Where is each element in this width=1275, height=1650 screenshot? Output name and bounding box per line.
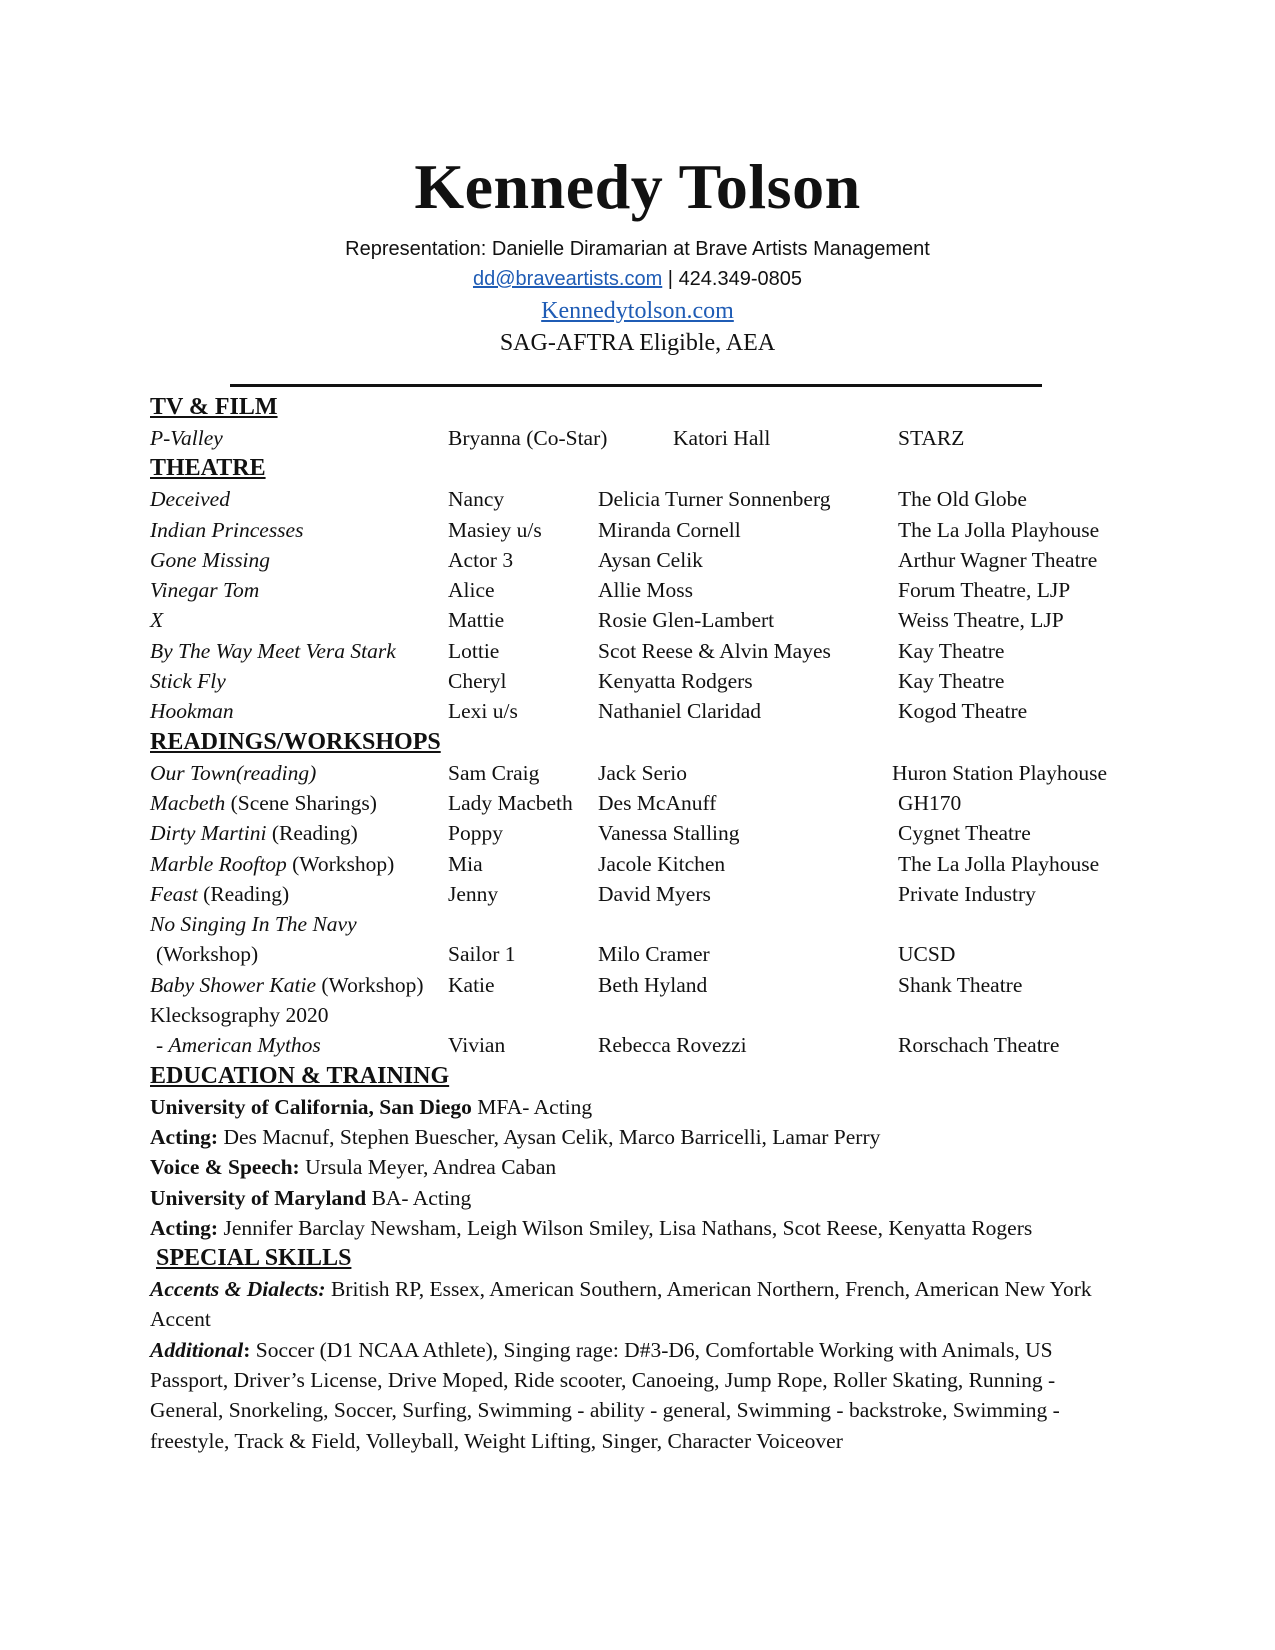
credit-role: Alice [448,578,495,603]
credit-row [150,484,1130,514]
credit-venue: Shank Theatre [898,972,1023,997]
credit-project: Our Town [150,760,236,785]
education-entry [150,1092,592,1122]
education-entry [150,1122,880,1152]
credit-director: David Myers [598,881,711,906]
credit-venue: Forum Theatre, LJP [898,578,1071,603]
credit-note: (Scene Sharings) [225,790,377,815]
credit-director: Jack Serio [598,760,687,785]
credit-row [150,515,1130,545]
credit-venue: STARZ [898,426,965,450]
education-text: Jennifer Barclay Newsham, Leigh Wilson Smiley, Lisa Nathans, Scot Reese, Kenyatta Rogers [218,1215,1033,1240]
education-line [150,1183,1130,1213]
credit-row [150,666,1130,696]
credit-role: Lady Macbeth [448,790,573,815]
credit-row [150,545,1130,575]
credit-project-cell [150,818,358,848]
credit-row [150,1030,1130,1060]
credit-role: Lottie [448,638,500,663]
email-link[interactable]: dd@braveartists.com [472,268,663,290]
credit-venue: The La Jolla Playhouse [898,517,1100,542]
credit-note: (Workshop) [316,972,424,997]
credit-venue: Cygnet Theatre [898,821,1031,846]
credit-venue: Rorschach Theatre [898,1033,1060,1058]
credit-note: (Workshop) [156,942,259,967]
credit-director: Rebecca Rovezzi [598,1033,747,1058]
section-title-readings: READINGS/WORKSHOPS [150,728,441,755]
credit-row [150,575,1130,605]
credit-venue: UCSD [898,942,956,967]
credit-venue: Weiss Theatre, LJP [898,608,1064,633]
credit-row [150,970,1130,1000]
credit-project: Indian Princesses [150,517,304,542]
credit-row [150,818,1130,848]
credit-project-cell [150,879,289,909]
credit-project-cell [150,970,424,1000]
skills-accents-label: Accents & Dialects: [150,1277,326,1302]
education-label: Acting: [150,1215,219,1240]
credit-project: Hookman [150,699,234,724]
credit-row [150,423,1130,453]
resume-body [150,392,1130,1456]
credit-row [150,605,1130,635]
credit-role: Poppy [448,821,503,846]
section-title-tv-film: TV & FILM [150,394,278,420]
credit-director: Delicia Turner Sonnenberg [598,487,831,512]
credit-role: Actor 3 [448,547,514,572]
credit-project: Stick Fly [150,669,226,694]
union-status: SAG-AFTRA Eligible, AEA [499,330,776,356]
credit-venue: Arthur Wagner Theatre [898,547,1098,572]
actor-name: Kennedy Tolson [414,151,861,222]
education-entry [150,1183,471,1213]
credit-role: Mia [448,851,483,876]
section-title-skills: SPECIAL SKILLS [156,1245,352,1272]
credit-role: Vivian [448,1033,506,1058]
credit-role: Nancy [448,487,505,512]
credit-role: Masiey u/s [448,517,542,542]
credit-director: Allie Moss [598,578,693,603]
credit-role: Bryanna (Co-Star) [448,426,608,450]
credit-venue: Kay Theatre [898,669,1005,694]
credit-venue: Kogod Theatre [898,699,1028,724]
skills-accents [150,1274,1130,1335]
credit-role: Cheryl [448,669,507,694]
credit-note: (Workshop) [286,851,395,876]
credit-venue: Private Industry [898,881,1036,906]
credit-project: No Singing In The Navy [150,912,357,937]
credit-director: Vanessa Stalling [598,821,740,846]
skills-additional-label: Additional [150,1337,244,1362]
representation-line: Representation: Danielle Diramarian at Brave Artists Management [345,238,930,260]
contact-separator: | [662,268,679,290]
credit-row-title [150,909,1130,939]
credit-row [150,849,1130,879]
credit-director: Miranda Cornell [598,517,741,542]
credit-row [150,939,1130,969]
education-line [150,1213,1130,1243]
website-line [0,298,1275,325]
education-label: University of California, San Diego [150,1094,472,1119]
credit-note: - [156,1033,169,1058]
credit-project: By The Way Meet Vera Stark [150,638,396,663]
credit-project: Baby Shower Katie [150,972,317,997]
credit-project: X [150,608,164,633]
phone-number: 424.349-0805 [678,268,803,290]
credit-venue: The Old Globe [898,487,1027,512]
credit-note: (Reading) [266,821,358,846]
credit-director: Jacole Kitchen [598,851,726,876]
credit-note: (Reading) [197,881,290,906]
credit-role: Lexi u/s [448,699,518,724]
credit-role: Sam Craig [448,760,540,785]
education-text: Ursula Meyer, Andrea Caban [299,1155,557,1180]
credit-project: Macbeth [150,790,226,815]
credit-venue: The La Jolla Playhouse [898,851,1100,876]
credit-project: Dirty Martini [150,821,267,846]
credit-director: Milo Cramer [598,942,710,967]
credit-row [150,636,1130,666]
credit-note: (reading) [235,760,317,785]
education-line [150,1152,1130,1182]
education-label: Acting: [150,1124,219,1149]
education-text: Des Macnuf, Stephen Buescher, Aysan Celik, Marco Barricelli, Lamar Perry [218,1124,881,1149]
credit-project: Feast [150,881,198,906]
credit-row [150,788,1130,818]
header-divider [230,384,1042,387]
credit-venue: Huron Station Playhouse [892,760,1107,785]
education-line [150,1122,1130,1152]
credit-role: Mattie [448,608,505,633]
credit-director: Katori Hall [673,426,771,450]
credit-project-cell [150,849,394,879]
credit-project: Deceived [150,487,230,512]
credit-director: Des McAnuff [598,790,717,815]
education-entry [150,1213,1032,1243]
contact-line [0,268,1275,291]
credit-subtitle: American Mythos [168,1033,321,1058]
education-label: University of Maryland [150,1185,367,1210]
credit-director: Kenyatta Rodgers [598,669,753,694]
credit-director: Nathaniel Claridad [598,699,761,724]
credit-director: Beth Hyland [598,972,708,997]
website-link[interactable]: Kennedytolson.com [541,298,734,324]
section-title-education: EDUCATION & TRAINING [150,1062,450,1089]
skills-accents-text: British RP, Essex, American Southern, American Northern, French, American New York Accent [150,1277,1092,1332]
credit-project-cell [150,758,316,788]
skills-additional-text: Soccer (D1 NCAA Athlete), Singing rage: D#3-D6, Comfortable Working with Animals, US Passport, Driver’s License, Drive Moped, Ride scooter, Canoeing, Jump Rope, Roller Skating, Running - General, Snorkeling, Soccer, Surfing, Swimming - ability - general, Swimming - backstroke, Swimming - freestyle, Track & Field, Volleyball, Weight Lifting, Singer, Character Voiceover [150,1337,1060,1453]
credit-role: Katie [448,972,495,997]
credit-director: Scot Reese & Alvin Mayes [598,638,831,663]
credit-venue: GH170 [898,790,962,815]
credit-director: Rosie Glen-Lambert [598,608,775,633]
credit-project: Gone Missing [150,547,271,572]
credit-row [150,879,1130,909]
credit-project-cell [150,1030,321,1060]
credit-role: Jenny [448,881,499,906]
credit-row [150,696,1130,726]
section-title-theatre: THEATRE [150,455,266,482]
credit-project-cell [150,788,377,818]
credit-project: Klecksography 2020 [150,1003,329,1028]
education-text: BA- Acting [366,1185,472,1210]
education-label: Voice & Speech: [150,1155,300,1180]
credit-director: Aysan Celik [598,547,703,572]
credit-project: Marble Rooftop [150,851,287,876]
credit-venue: Kay Theatre [898,638,1005,663]
education-entry [150,1152,556,1182]
skills-additional-colon: : [243,1337,251,1362]
education-line [150,1092,1130,1122]
credit-project: P-Valley [150,426,223,450]
credit-row-title [150,1000,1130,1030]
credit-row [150,758,1130,788]
education-text: MFA- Acting [471,1094,593,1119]
credit-project: Vinegar Tom [150,578,260,603]
credit-role: Sailor 1 [448,942,516,967]
skills-additional [150,1335,1130,1456]
